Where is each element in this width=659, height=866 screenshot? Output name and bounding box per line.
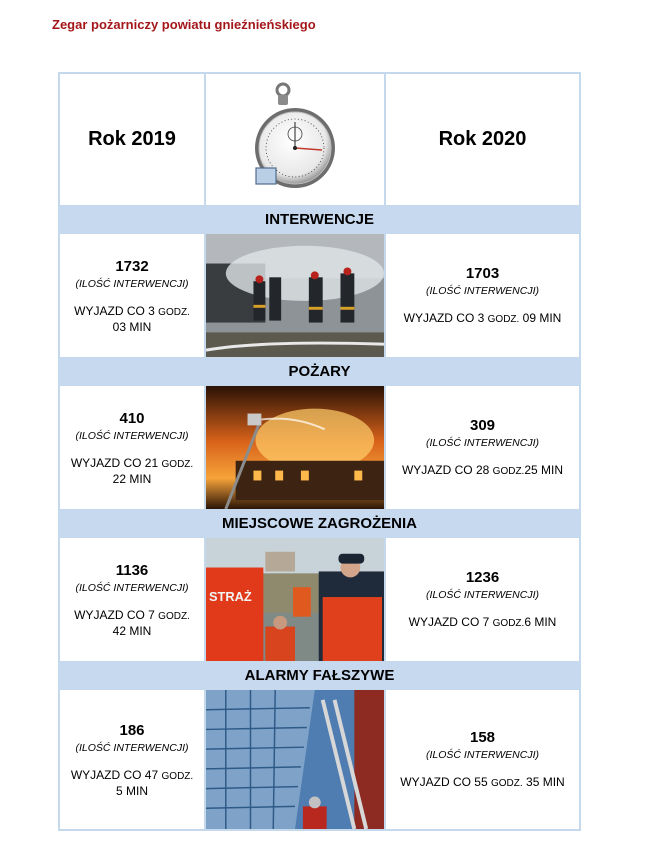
count-note: (ILOŚĆ INTERWENCJI): [75, 277, 189, 290]
stats-2019: [59, 689, 205, 830]
stats-2020: [385, 385, 580, 510]
departure-frequency: WYJAZD CO 21 GODZ. 22 MIN: [70, 455, 194, 486]
count-2020: 158: [469, 728, 496, 746]
count-note: (ILOŚĆ INTERWENCJI): [426, 588, 539, 601]
departure-frequency: WYJAZD CO 3 GODZ. 09 MIN: [403, 310, 562, 325]
count-note: (ILOŚĆ INTERWENCJI): [75, 429, 189, 442]
count-2019: 1732: [115, 257, 149, 275]
stats-2019: [59, 233, 205, 358]
firefighters-spraying-photo: [205, 233, 385, 358]
header-row: [59, 73, 580, 206]
year-left: Rok 2019: [88, 128, 176, 150]
section-row-pozary: [59, 385, 580, 510]
page-title: Zegar pożarniczy powiatu gnieźnieńskiego: [52, 17, 316, 32]
departure-frequency: WYJAZD CO 7 GODZ.6 MIN: [408, 614, 557, 629]
section-row-miejscowe-zagrozenia: [59, 537, 580, 662]
stats-2020: [385, 689, 580, 830]
flood-rescue-photo: [205, 537, 385, 662]
ladder-high-rise-photo: [205, 689, 385, 830]
count-note: (ILOŚĆ INTERWENCJI): [426, 284, 539, 297]
departure-frequency: WYJAZD CO 7 GODZ. 42 MIN: [74, 607, 190, 638]
count-note: (ILOŚĆ INTERWENCJI): [426, 436, 539, 449]
departure-frequency: WYJAZD CO 55 GODZ. 35 MIN: [400, 774, 565, 789]
count-2020: 1236: [465, 568, 500, 586]
stopwatch-icon: [252, 82, 338, 198]
stats-2019: [59, 385, 205, 510]
year-right-cell: [385, 73, 580, 206]
stats-2020: [385, 233, 580, 358]
photo-text: STRAŻ: [208, 589, 252, 604]
section-header-miejscowe-zagrozenia: MIEJSCOWE ZAGROŻENIA: [59, 510, 580, 537]
section-header-alarmy-falszywe: ALARMY FAŁSZYWE: [59, 662, 580, 689]
count-note: (ILOŚĆ INTERWENCJI): [75, 741, 189, 754]
year-right: Rok 2020: [438, 128, 527, 150]
statistics-table: [58, 72, 581, 831]
count-2020: 309: [469, 416, 496, 434]
departure-frequency: WYJAZD CO 28 GODZ.25 MIN: [401, 462, 564, 477]
section-row-alarmy-falszywe: [59, 689, 580, 830]
count-note: (ILOŚĆ INTERWENCJI): [426, 748, 539, 761]
section-header-pozary: POŻARY: [59, 358, 580, 385]
stopwatch-cell: [205, 73, 385, 206]
year-left-cell: [59, 73, 205, 206]
count-note: (ILOŚĆ INTERWENCJI): [75, 581, 189, 594]
burning-building-photo: [205, 385, 385, 510]
stats-2020: [385, 537, 580, 662]
section-row-interwencje: [59, 233, 580, 358]
stats-2019: [59, 537, 205, 662]
count-2019: 410: [119, 409, 145, 427]
count-2019: 1136: [115, 561, 149, 579]
departure-frequency: WYJAZD CO 3 GODZ. 03 MIN: [74, 303, 190, 334]
count-2020: 1703: [465, 264, 500, 282]
section-header-interwencje: INTERWENCJE: [59, 206, 580, 233]
departure-frequency: WYJAZD CO 47 GODZ. 5 MIN: [70, 767, 194, 798]
count-2019: 186: [119, 721, 145, 739]
